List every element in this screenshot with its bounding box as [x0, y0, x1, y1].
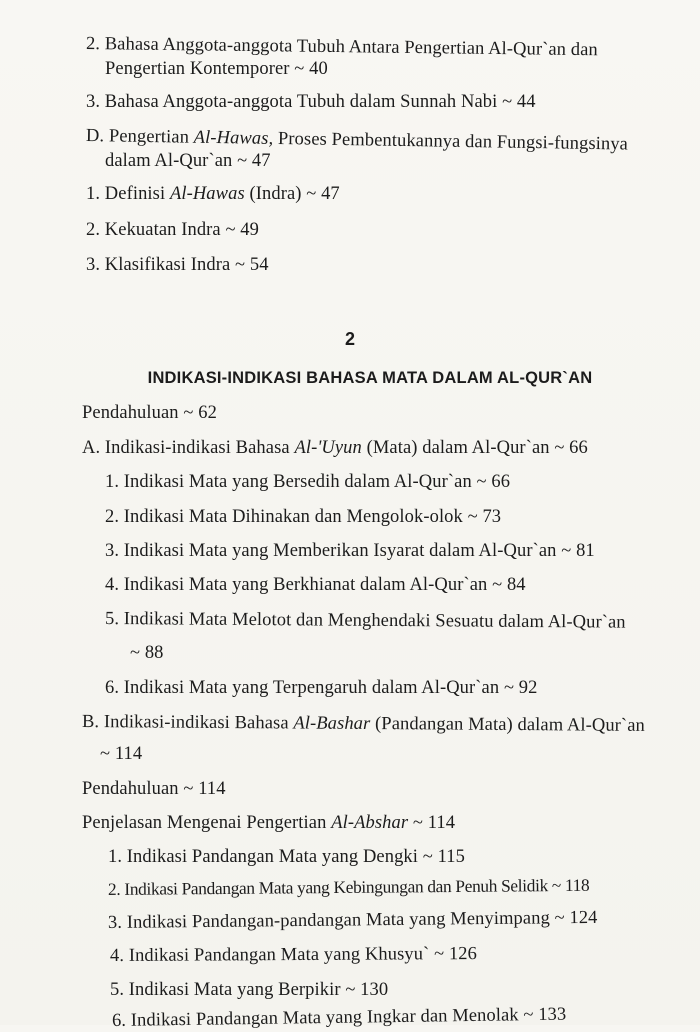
toc-line [110, 943, 477, 967]
toc-text: 3. Indikasi Pandangan-pandangan Mata yang Menyimpang ~ 124 [107, 907, 598, 933]
toc-line [108, 846, 465, 868]
toc-text: Pengertian Kontemporer ~ 40 [105, 59, 328, 79]
toc-text: Proses Pembentukannya dan Fungsi-fungsinya [273, 128, 629, 155]
toc-text: 6. Indikasi Pandangan Mata yang Ingkar dan Menolak ~ 133 [111, 1004, 567, 1031]
toc-text: 5. Indikasi Mata Melotot dan Menghendaki Sesuatu dalam Al-Qur`an [104, 609, 626, 633]
toc-text: 1. Definisi [86, 184, 170, 204]
toc-line [105, 150, 271, 172]
toc-text: 5. Indikasi Mata yang Berpikir ~ 130 [110, 980, 389, 1000]
toc-text: Pendahuluan ~ 114 [82, 779, 226, 799]
toc-text: 3. Bahasa Anggota-anggota Tubuh dalam Sunnah Nabi ~ 44 [86, 92, 536, 112]
toc-text: 3. Indikasi Mata yang Memberikan Isyarat dalam Al-Qur`an ~ 81 [105, 541, 595, 561]
toc-text: B. Indikasi-indikasi Bahasa [81, 712, 294, 734]
toc-text: 4. Indikasi Mata yang Berkhianat dalam Al-Qur`an ~ 84 [105, 575, 526, 595]
toc-line [82, 402, 217, 424]
toc-text: 6. Indikasi Mata yang Terpengaruh dalam Al-Qur`an ~ 92 [105, 678, 538, 698]
toc-line [108, 874, 590, 900]
toc-italic: Al-'Uyun [294, 438, 362, 458]
toc-line [105, 677, 537, 699]
toc-text: ~ 88 [130, 643, 164, 663]
toc-line [82, 437, 588, 459]
toc-text: 1. Indikasi Pandangan Mata yang Dengki ~ 115 [108, 847, 465, 867]
toc-text: 3. Klasifikasi Indra ~ 54 [86, 255, 269, 275]
toc-text: 2. Bahasa Anggota-anggota Tubuh Antara Pengertian Al-Qur`an dan [85, 34, 598, 61]
toc-line [82, 778, 226, 800]
toc-text: D. Pengertian [85, 126, 194, 148]
toc-italic: Al-Abshar [331, 813, 409, 833]
toc-italic: Al-Hawas, [193, 127, 274, 149]
toc-line [110, 979, 388, 1001]
toc-italic: Al-Hawas [169, 184, 245, 204]
toc-text: A. Indikasi-indikasi Bahasa [82, 438, 295, 458]
toc-text: 2. Indikasi Mata Dihinakan dan Mengolok-olok ~ 73 [105, 507, 502, 527]
toc-line [112, 1004, 567, 1032]
toc-line [86, 33, 598, 61]
toc-line [105, 58, 328, 80]
toc-line [100, 743, 142, 765]
toc-line [86, 183, 340, 205]
toc-text: ~ 114 [100, 744, 143, 764]
chapter-number: 2 [344, 329, 355, 349]
toc-line [105, 471, 510, 493]
toc-text: (Indra) ~ 47 [244, 184, 340, 204]
toc-line [82, 711, 645, 737]
toc-line [82, 812, 455, 834]
toc-line [105, 506, 501, 528]
toc-text: 1. Indikasi Mata yang Bersedih dalam Al-Qur`an ~ 66 [105, 472, 511, 492]
toc-text: (Pandangan Mata) dalam Al-Qur`an [370, 714, 645, 736]
toc-line [105, 540, 595, 562]
toc-text: 2. Indikasi Pandangan Mata yang Kebingungan dan Penuh Selidik ~ 118 [107, 874, 590, 899]
toc-line [86, 91, 536, 113]
toc-line [86, 254, 269, 276]
toc-text: 4. Indikasi Pandangan Mata yang Khusyu` ~ 126 [109, 944, 478, 966]
toc-text: ~ 114 [408, 813, 456, 833]
toc-text: dalam Al-Qur`an ~ 47 [105, 151, 271, 171]
toc-line [105, 608, 626, 634]
toc-line [108, 907, 598, 934]
toc-text: 2. Kekuatan Indra ~ 49 [86, 220, 259, 240]
toc-line [86, 219, 259, 241]
toc-line [105, 574, 526, 596]
toc-line [130, 642, 164, 664]
chapter-title: INDIKASI-INDIKASI BAHASA MATA DALAM AL-QUR`AN [147, 369, 593, 387]
toc-text: Pendahuluan ~ 62 [82, 403, 217, 423]
toc-italic: Al-Bashar [293, 713, 371, 735]
toc-text: Penjelasan Mengenai Pengertian [82, 813, 332, 833]
toc-text: (Mata) dalam Al-Qur`an ~ 66 [361, 438, 588, 458]
